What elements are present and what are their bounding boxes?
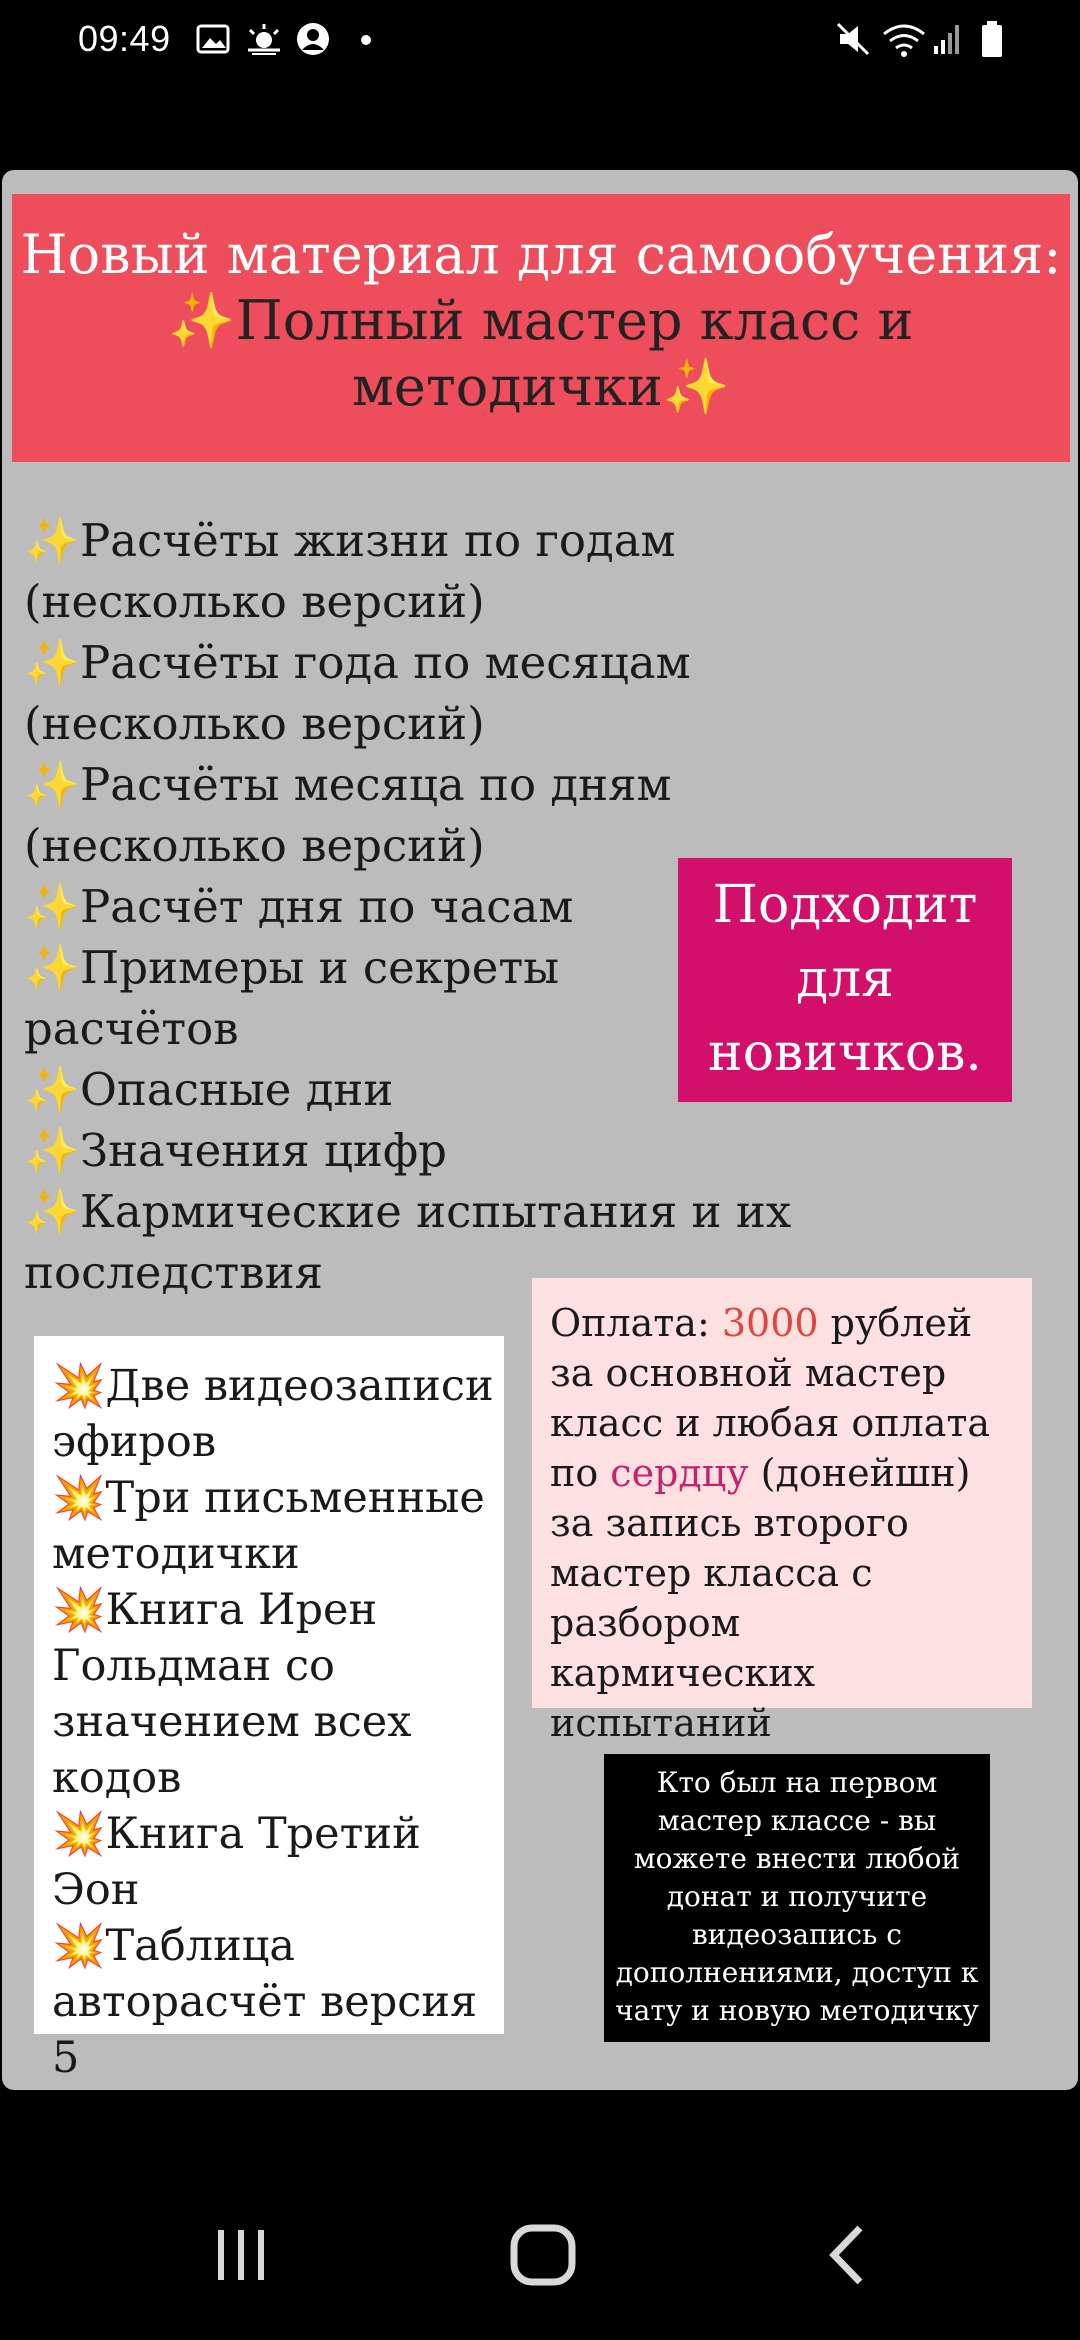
includes-list <box>34 1336 504 2083</box>
newbies-line-3: новичков. <box>708 1023 982 1083</box>
list-item: ✨Расчёты года по месяцам (несколько версий) <box>24 636 691 750</box>
newbies-line-1: Подходит <box>712 875 978 935</box>
newbies-line-2: для <box>796 949 894 1009</box>
dot-icon <box>360 34 372 46</box>
note-text: Кто был на первом мастер классе - вы можете внести любой донат и получите видеозапись с дополнениями, доступ к чату и новую методичку <box>615 1766 979 2027</box>
list-item: ✨Расчёты месяца по дням (несколько версий) <box>24 758 672 872</box>
list-item: ✨Опасные дни <box>24 1063 394 1116</box>
newbies-badge <box>678 858 1012 1102</box>
banner-line-2: Полный мастер класс и <box>235 289 914 352</box>
signal-icon <box>932 22 962 56</box>
weather-icon <box>244 22 284 56</box>
collision-icon: 💥 <box>52 1809 106 1859</box>
payment-info <box>532 1278 1032 1745</box>
clock: 09:49 <box>78 18 171 59</box>
mute-icon <box>836 22 872 56</box>
image-icon <box>196 24 230 54</box>
title-banner <box>12 194 1070 462</box>
list-item: ✨Значения цифр <box>24 1124 447 1177</box>
sparkle-icon: ✨ <box>662 355 731 418</box>
returning-students-note <box>604 1754 990 2042</box>
account-icon <box>296 22 330 56</box>
payment-middle: рублей за основной мастер класс и любая оплата по <box>550 1301 991 1495</box>
sparkle-icon: ✨ <box>168 289 236 352</box>
battery-icon <box>980 20 1004 58</box>
back-icon[interactable] <box>822 2220 872 2290</box>
collision-icon: 💥 <box>52 1585 106 1635</box>
collision-icon: 💥 <box>52 1473 106 1523</box>
sparkle-icon: ✨ <box>24 880 81 933</box>
wifi-icon <box>882 22 926 58</box>
heart-word: сердцу <box>610 1451 749 1495</box>
list-item: ✨Кармические испытания и их последствия <box>24 1185 792 1299</box>
collision-icon: 💥 <box>52 1921 106 1971</box>
list-item: ✨Расчёт дня по часам <box>24 880 574 933</box>
price-value: 3000 <box>721 1301 819 1345</box>
collision-icon: 💥 <box>52 1361 106 1411</box>
sparkle-icon: ✨ <box>24 636 81 689</box>
sparkle-icon: ✨ <box>24 1124 81 1177</box>
home-icon[interactable] <box>508 2220 578 2290</box>
list-item: 💥Три письменные методички <box>52 1473 485 1579</box>
payment-suffix: (донейшн) за запись второго мастер класса с разбором кармических испытаний <box>550 1451 971 1745</box>
sparkle-icon: ✨ <box>24 758 81 811</box>
banner-line-3: методички <box>351 355 663 418</box>
list-item: 💥Книга Третий Эон <box>52 1809 421 1915</box>
list-item: 💥Таблица авторасчёт версия 5 <box>52 1921 478 2083</box>
list-item: 💥Две видеозаписи эфиров <box>52 1361 494 1467</box>
recents-icon[interactable] <box>212 2220 272 2290</box>
list-item: ✨Примеры и секреты расчётов <box>24 941 560 1055</box>
list-item: ✨Расчёты жизни по годам (несколько версий) <box>24 514 676 628</box>
sparkle-icon: ✨ <box>24 1185 81 1238</box>
navigation-bar <box>0 2190 1080 2340</box>
sparkle-icon: ✨ <box>24 1063 81 1116</box>
status-bar <box>0 0 1080 80</box>
list-item: 💥Книга Ирен Гольдман со значением всех кодов <box>52 1585 412 1803</box>
story-card <box>2 170 1078 2090</box>
banner-line-1: Новый материал для самообучения: <box>20 223 1062 286</box>
payment-prefix: Оплата: <box>550 1301 722 1345</box>
sparkle-icon: ✨ <box>24 941 81 994</box>
sparkle-icon: ✨ <box>24 514 81 567</box>
